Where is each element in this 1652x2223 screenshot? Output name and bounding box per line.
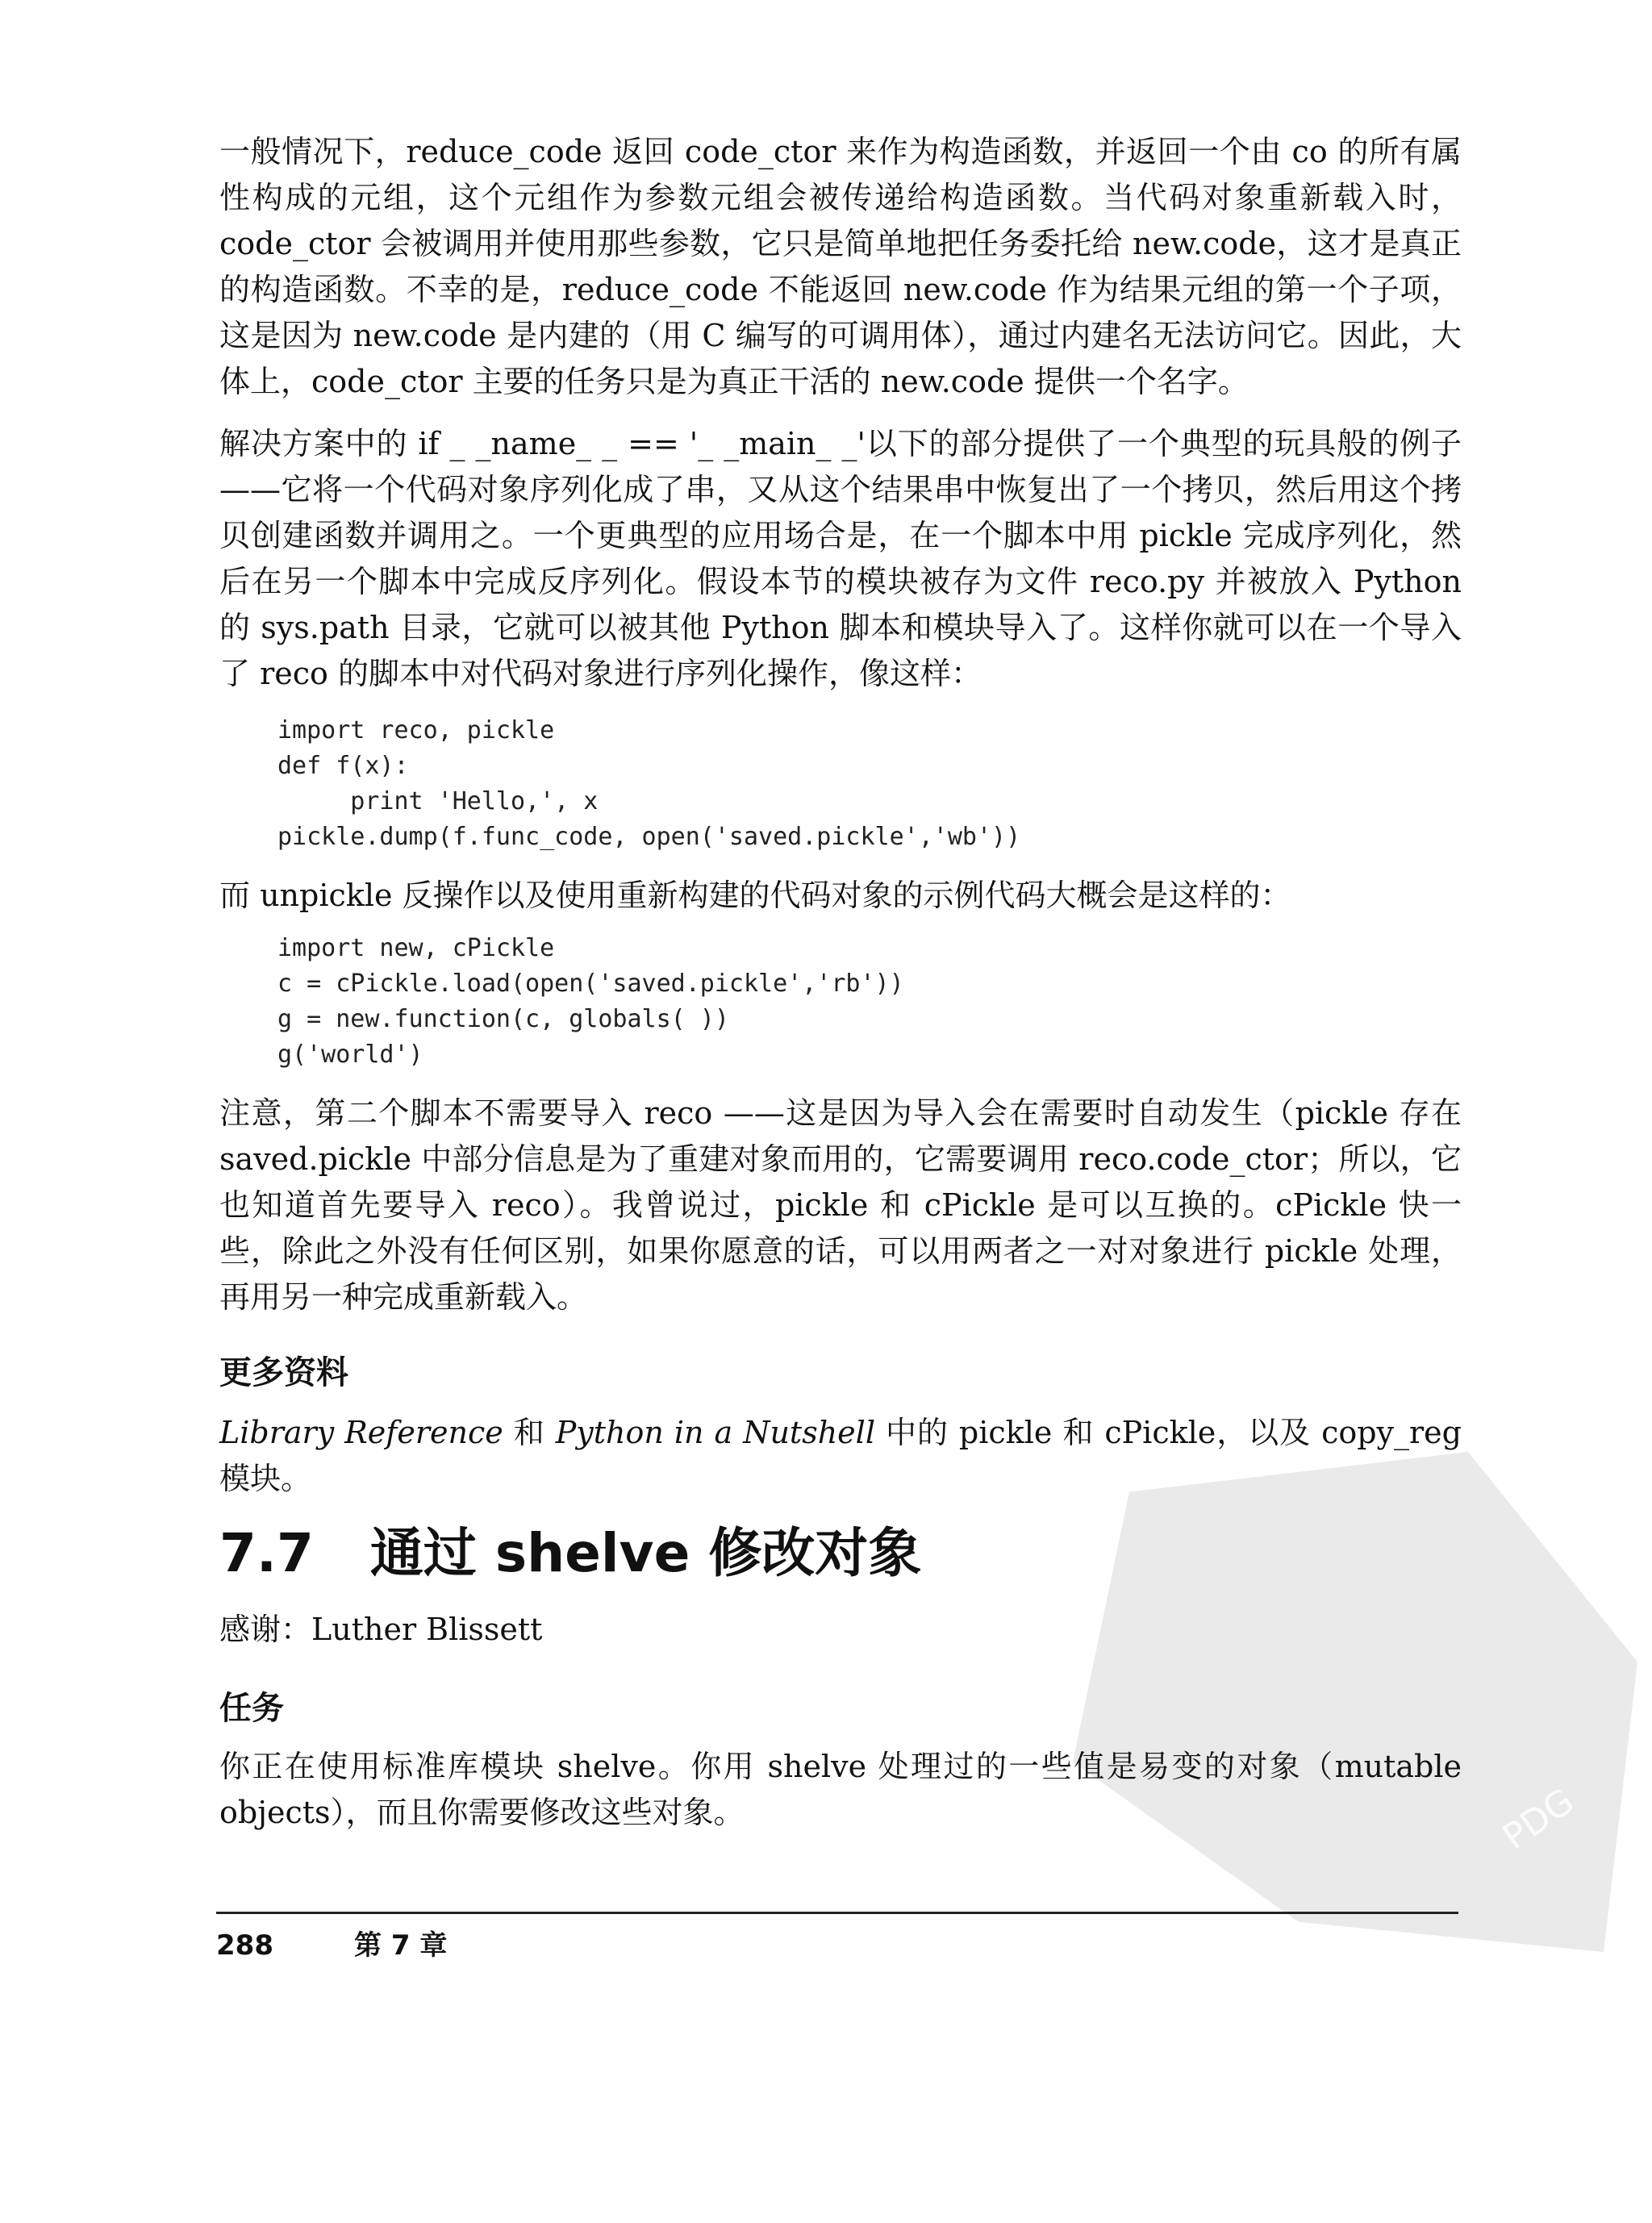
body-text-top — [219, 129, 1462, 405]
paragraph-note-reco: 注意，第二个脚本不需要导入 reco ——这是因为导入会在需要时自动发生（pickle 存在 saved.pickle 中部分信息是为了重建对象而用的，它需要调用 reco.code_ctor；所以，它也知道首先要导入 reco）。我曾说过，pickle 和 cPickle 是可以互换的。cPickle 快一些，除此之外没有任何区别，如果你愿意的话，可以用两者之一对对象进行 pickle 处理，再用另一种完成重新载入。 — [219, 1095, 1462, 1315]
section-title-text: 通过 shelve 修改对象 — [369, 1522, 922, 1584]
body-text-note — [219, 1091, 1462, 1320]
more-info-text — [219, 1410, 1462, 1502]
page-number: 288 — [216, 1929, 273, 1962]
code-pickle-dump: import reco, pickle def f(x): print 'Hello,', x pickle.dump(f.func_code, open('saved.pickle','wb')) — [277, 716, 1021, 851]
section-heading-7-7 — [219, 1510, 1462, 1587]
body-text-unpickle — [219, 873, 1462, 919]
paragraph-example-explanation: 解决方案中的 if _ _name_ _ == '_ _main_ _'以下的部分提供了一个典型的玩具般的例子——它将一个代码对象序列化成了串，又从这个结果串中恢复出了一个拷贝，然后用这个拷贝创建函数并调用之。一个更典型的应用场合是，在一个脚本中用 pickle 完成序列化，然后在另一个脚本中完成反序列化。假设本节的模块被存为文件 reco.py 并被放入 Python 的 sys.path 目录，它就可以被其他 Python 脚本和模块导入了。这样你就可以在一个导入了 reco 的脚本中对代码对象进行序列化操作，像这样： — [219, 426, 1462, 691]
ref-rest: 中的 pickle 和 cPickle，以及 copy_reg 模块。 — [219, 1415, 1462, 1496]
credit-line: 感谢：Luther Blissett — [219, 1612, 543, 1647]
task-section — [219, 1683, 1462, 1729]
task-text: 你正在使用标准库模块 shelve。你用 shelve 处理过的一些值是易变的对象（mutable objects），而且你需要修改这些对象。 — [219, 1749, 1462, 1830]
watermark-text: PDG — [1495, 1780, 1582, 1858]
code-block-unpickle — [219, 931, 1462, 1073]
more-info-section — [219, 1347, 1462, 1393]
ref-library-reference: Library Reference — [219, 1415, 503, 1450]
section-credit — [219, 1607, 1462, 1653]
task-text-block — [219, 1744, 1462, 1836]
paragraph-unpickle: 而 unpickle 反操作以及使用重新构建的代码对象的示例代码大概会是这样的： — [219, 878, 1291, 913]
page-footer — [216, 1923, 528, 1962]
more-info-heading: 更多资料 — [219, 1354, 348, 1391]
ref-and: 和 — [503, 1415, 556, 1450]
code-block-pickle — [219, 713, 1462, 855]
body-text-main — [219, 421, 1462, 697]
chapter-label: 第 7 章 — [353, 1929, 448, 1962]
task-heading: 任务 — [219, 1690, 284, 1727]
ref-python-nutshell: Python in a Nutshell — [555, 1415, 875, 1450]
more-info-refs — [219, 1410, 1462, 1502]
section-title — [219, 1510, 1462, 1587]
paragraph-reduce-code: 一般情况下，reduce_code 返回 code_ctor 来作为构造函数，并返回一个由 co 的所有属性构成的元组，这个元组作为参数元组会被传递给构造函数。当代码对象重新载入时，code_ctor 会被调用并使用那些参数，它只是简单地把任务委托给 new.code，这才是真正的构造函数。不幸的是，reduce_code 不能返回 new.code 作为结果元组的第一个子项，这是因为 new.code 是内建的（用 C 编写的可调用体），通过内建名无法访问它。因此，大体上，code_ctor 主要的任务只是为真正干活的 new.code 提供一个名字。 — [219, 134, 1462, 399]
section-number: 7.7 — [219, 1522, 314, 1584]
code-cpickle-load: import new, cPickle c = cPickle.load(open('saved.pickle','rb')) g = new.function(c, globals( )) g('world') — [277, 934, 904, 1069]
footer-rule — [216, 1912, 1458, 1914]
